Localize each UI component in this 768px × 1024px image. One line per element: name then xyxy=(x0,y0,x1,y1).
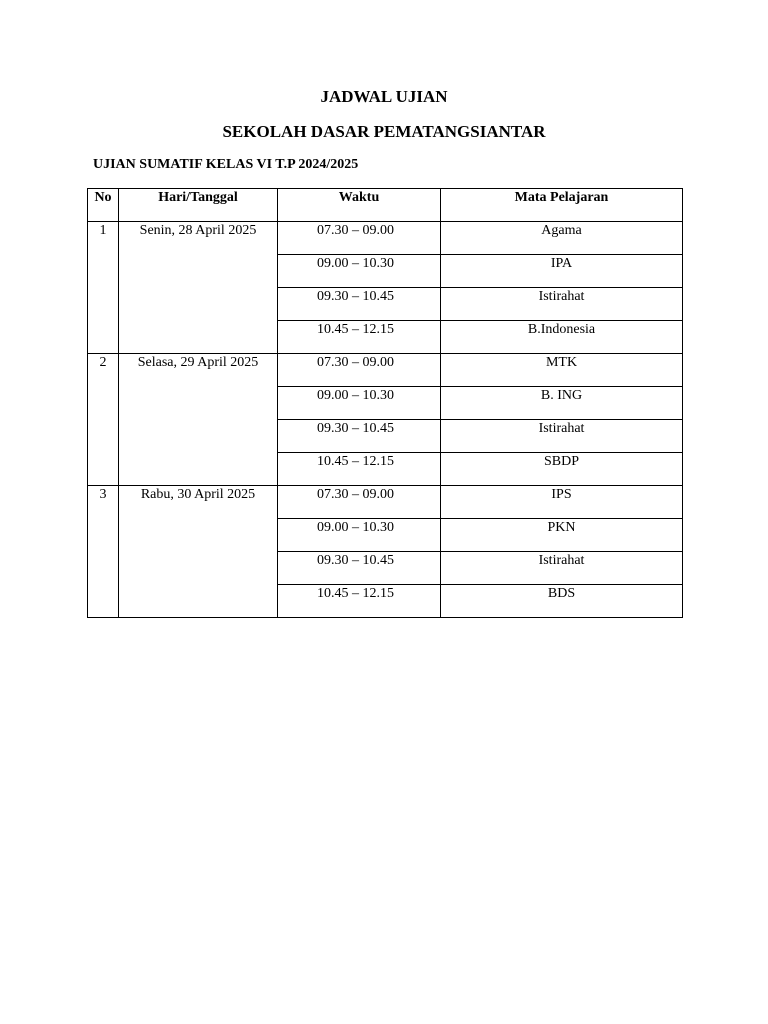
subject-cell: BDS xyxy=(441,585,683,618)
subject-cell: SBDP xyxy=(441,453,683,486)
column-header-date: Hari/Tanggal xyxy=(119,189,278,222)
document-title: JADWAL UJIAN xyxy=(320,87,448,106)
time-cell: 09.00 – 10.30 xyxy=(278,255,441,288)
time-cell: 09.00 – 10.30 xyxy=(278,387,441,420)
subject-cell: MTK xyxy=(441,354,683,387)
time-cell: 10.45 – 12.15 xyxy=(278,585,441,618)
time-cell: 07.30 – 09.00 xyxy=(278,486,441,519)
school-name: SEKOLAH DASAR PEMATANGSIANTAR xyxy=(222,122,546,141)
time-cell: 09.30 – 10.45 xyxy=(278,288,441,321)
time-cell: 09.30 – 10.45 xyxy=(278,420,441,453)
table-header-row xyxy=(88,189,683,222)
day-date-cell: Selasa, 29 April 2025 xyxy=(119,354,278,486)
time-cell: 10.45 – 12.15 xyxy=(278,453,441,486)
time-cell: 09.00 – 10.30 xyxy=(278,519,441,552)
subject-cell: Istirahat xyxy=(441,420,683,453)
column-header-no: No xyxy=(88,189,119,222)
table-row xyxy=(88,354,683,387)
day-date-cell: Rabu, 30 April 2025 xyxy=(119,486,278,618)
day-number-cell: 1 xyxy=(88,222,119,354)
column-header-time: Waktu xyxy=(278,189,441,222)
day-date-cell: Senin, 28 April 2025 xyxy=(119,222,278,354)
column-header-subject: Mata Pelajaran xyxy=(441,189,683,222)
subject-cell: B. ING xyxy=(441,387,683,420)
exam-schedule-table xyxy=(87,188,683,618)
exam-subtitle: UJIAN SUMATIF KELAS VI T.P 2024/2025 xyxy=(93,157,359,172)
subject-cell: Istirahat xyxy=(441,552,683,585)
day-number-cell: 2 xyxy=(88,354,119,486)
time-cell: 07.30 – 09.00 xyxy=(278,222,441,255)
time-cell: 10.45 – 12.15 xyxy=(278,321,441,354)
table-row xyxy=(88,222,683,255)
subject-cell: B.Indonesia xyxy=(441,321,683,354)
day-number-cell: 3 xyxy=(88,486,119,618)
table-row xyxy=(88,486,683,519)
subject-cell: IPS xyxy=(441,486,683,519)
subject-cell: IPA xyxy=(441,255,683,288)
subject-cell: Agama xyxy=(441,222,683,255)
time-cell: 07.30 – 09.00 xyxy=(278,354,441,387)
subject-cell: Istirahat xyxy=(441,288,683,321)
subject-cell: PKN xyxy=(441,519,683,552)
time-cell: 09.30 – 10.45 xyxy=(278,552,441,585)
